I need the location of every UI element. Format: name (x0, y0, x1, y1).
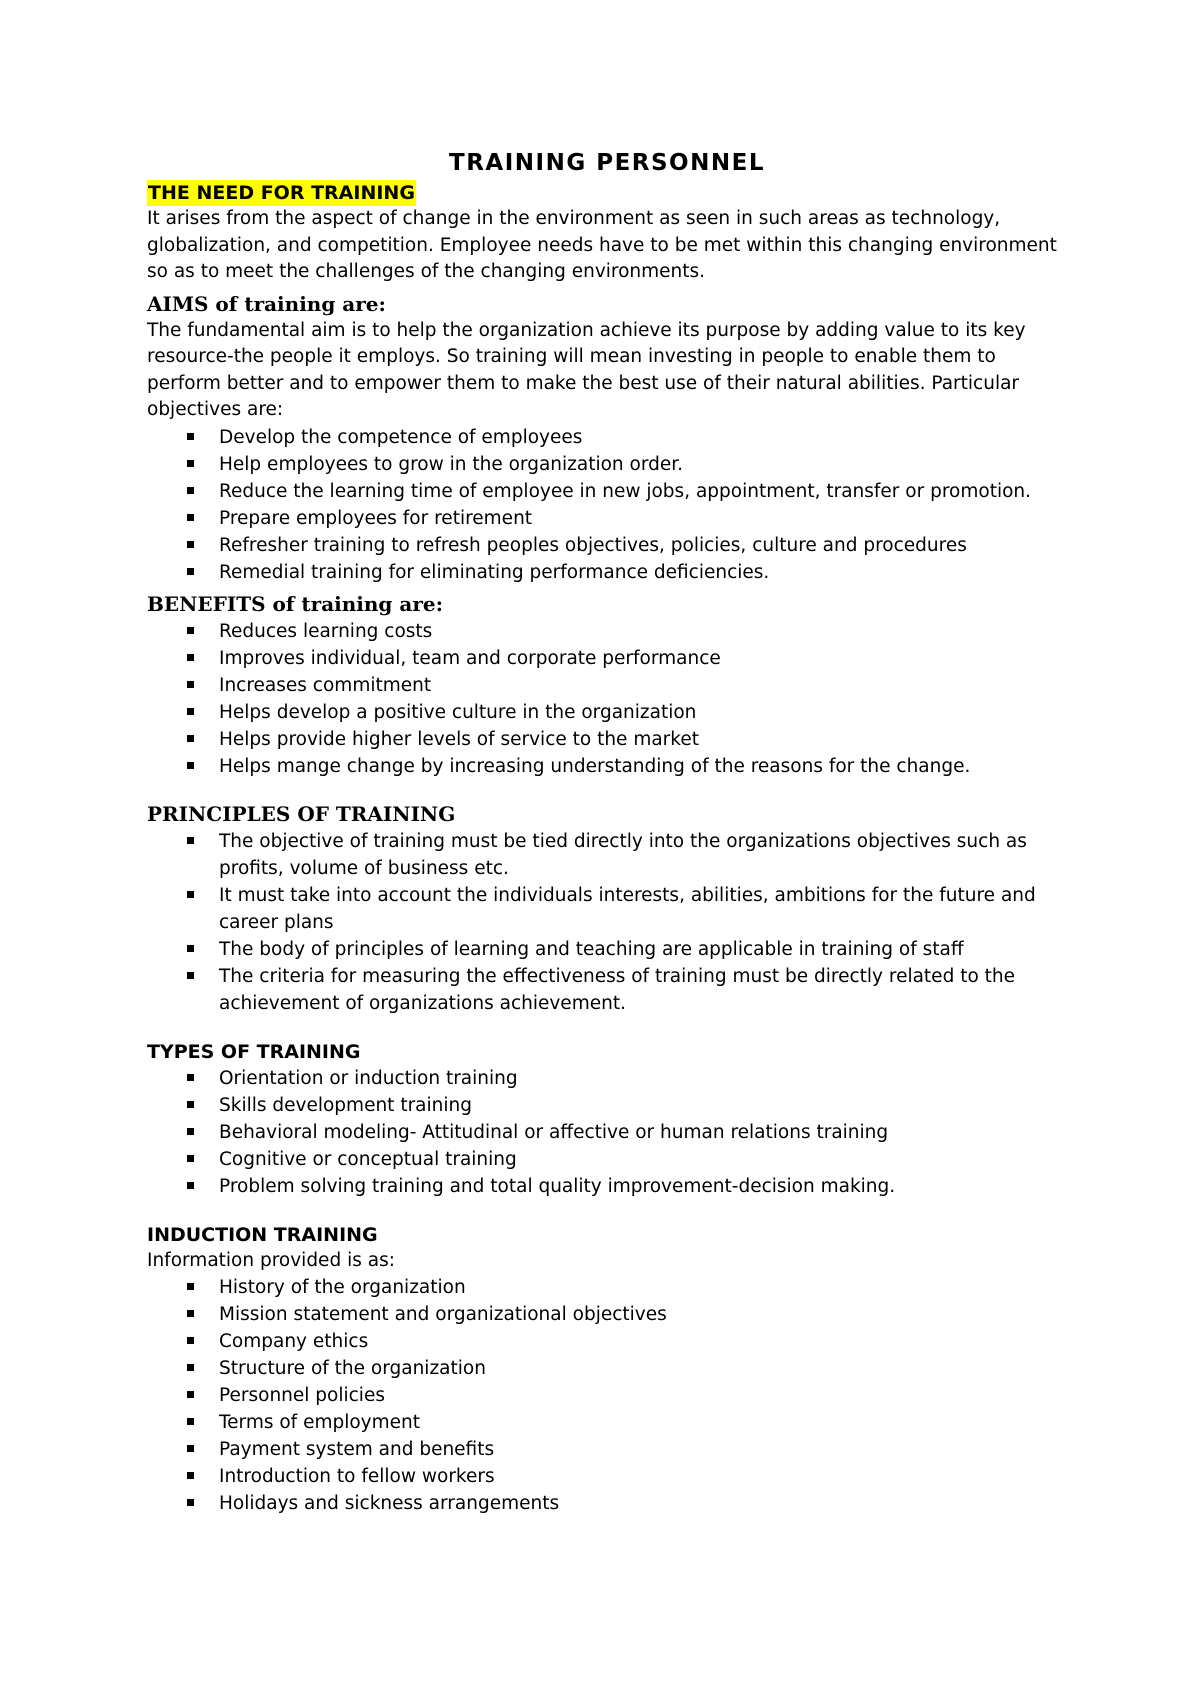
list-item (219, 726, 1067, 753)
square-bullet-icon (187, 1283, 194, 1290)
square-bullet-icon (187, 1472, 194, 1479)
square-bullet-icon (187, 1364, 194, 1371)
list-item-text: Skills development training (219, 1094, 472, 1116)
list-item-text: Develop the competence of employees (219, 426, 583, 448)
list-item (219, 1301, 1067, 1328)
list-item (219, 1328, 1067, 1355)
square-bullet-icon (187, 1182, 194, 1189)
list-item-text: Increases commitment (219, 674, 432, 696)
list-item (219, 532, 1067, 559)
list-item (219, 478, 1067, 505)
square-bullet-icon (187, 972, 194, 979)
square-bullet-icon (187, 681, 194, 688)
induction-heading: INDUCTION TRAINING (147, 1223, 378, 1246)
need-heading-highlight: THE NEED FOR TRAINING (148, 182, 415, 204)
list-item-text: Improves individual, team and corporate performance (219, 647, 721, 669)
list-item-text: Problem solving training and total quality improvement-decision making. (219, 1175, 896, 1197)
list-item-text: Reduce the learning time of employee in new jobs, appointment, transfer or promotion. (219, 480, 1032, 502)
list-item-text: It must take into account the individuals interests, abilities, ambitions for the future and career plans (219, 884, 1036, 933)
list-item (219, 963, 1067, 1017)
square-bullet-icon (187, 1155, 194, 1162)
square-bullet-icon (187, 1128, 194, 1135)
list-item (219, 936, 1067, 963)
square-bullet-icon (187, 708, 194, 715)
square-bullet-icon (187, 514, 194, 521)
aims-list (147, 424, 1067, 586)
list-item-text: Personnel policies (219, 1385, 385, 1406)
square-bullet-icon (187, 735, 194, 742)
square-bullet-icon (187, 891, 194, 898)
list-item-text: Payment system and benefits (219, 1439, 495, 1460)
aims-paragraph: The fundamental aim is to help the organization achieve its purpose by adding value to its key resource-the people it employs. So training will mean investing in people to enable them to perform better and to empower them to make the best use of their natural abilities. Particular objectives are: (147, 319, 1026, 420)
list-item (219, 828, 1067, 882)
principles-heading: PRINCIPLES OF TRAINING (147, 801, 456, 826)
list-item (219, 1146, 1067, 1173)
square-bullet-icon (187, 654, 194, 661)
list-item (219, 559, 1067, 586)
list-item (219, 645, 1067, 672)
principles-list (147, 828, 1067, 1017)
benefits-heading: BENEFITS of training are: (147, 591, 443, 616)
induction-intro: Information provided is as: (147, 1249, 395, 1271)
list-item (219, 753, 1067, 780)
list-item-text: Company ethics (219, 1331, 369, 1352)
square-bullet-icon (187, 487, 194, 494)
square-bullet-icon (187, 1337, 194, 1344)
list-item (219, 1119, 1067, 1146)
list-item (219, 882, 1067, 936)
list-item (219, 505, 1067, 532)
list-item-text: Structure of the organization (219, 1358, 486, 1379)
aims-heading: AIMS of training are: (147, 291, 386, 316)
square-bullet-icon (187, 762, 194, 769)
list-item-text: Prepare employees for retirement (219, 507, 533, 529)
square-bullet-icon (187, 1391, 194, 1398)
list-item (219, 1065, 1067, 1092)
list-item-text: Terms of employment (219, 1412, 421, 1433)
list-item (219, 1463, 1067, 1490)
square-bullet-icon (187, 433, 194, 440)
list-item-text: The criteria for measuring the effectiveness of training must be directly related to the achievement of organizations achievement. (219, 965, 1016, 1014)
list-item (219, 618, 1067, 645)
square-bullet-icon (187, 1074, 194, 1081)
list-item (219, 1490, 1067, 1517)
list-item (219, 451, 1067, 478)
list-item (219, 699, 1067, 726)
list-item-text: Helps provide higher levels of service to the market (219, 728, 699, 750)
list-item-text: Reduces learning costs (219, 620, 433, 642)
list-item (219, 1092, 1067, 1119)
list-item-text: Holidays and sickness arrangements (219, 1493, 560, 1514)
induction-list (147, 1274, 1067, 1517)
types-heading: TYPES OF TRAINING (147, 1040, 361, 1063)
square-bullet-icon (187, 627, 194, 634)
square-bullet-icon (187, 1310, 194, 1317)
list-item-text: History of the organization (219, 1277, 466, 1298)
list-item (219, 1173, 1067, 1200)
list-item (219, 1274, 1067, 1301)
need-heading (147, 180, 1067, 206)
list-item (219, 672, 1067, 699)
list-item (219, 1436, 1067, 1463)
list-item-text: Refresher training to refresh peoples objectives, policies, culture and procedures (219, 534, 967, 556)
list-item-text: Helps develop a positive culture in the organization (219, 701, 697, 723)
square-bullet-icon (187, 1445, 194, 1452)
square-bullet-icon (187, 460, 194, 467)
square-bullet-icon (187, 1418, 194, 1425)
list-item-text: Mission statement and organizational objectives (219, 1304, 667, 1325)
list-item (219, 424, 1067, 451)
benefits-list (147, 618, 1067, 780)
list-item-text: Introduction to fellow workers (219, 1466, 495, 1487)
list-item-text: Behavioral modeling- Attitudinal or affective or human relations training (219, 1121, 889, 1143)
square-bullet-icon (187, 568, 194, 575)
square-bullet-icon (187, 945, 194, 952)
square-bullet-icon (187, 837, 194, 844)
list-item-text: The body of principles of learning and teaching are applicable in training of staff (219, 938, 964, 960)
list-item-text: Orientation or induction training (219, 1067, 518, 1089)
square-bullet-icon (187, 541, 194, 548)
list-item-text: Help employees to grow in the organization order. (219, 453, 684, 475)
types-list (147, 1065, 1067, 1200)
need-paragraph: It arises from the aspect of change in the environment as seen in such areas as technology, globalization, and competition. Employee needs have to be met within this changing environment so as to meet the challenges of the changing environments. (147, 208, 1057, 282)
document-page (147, 148, 1067, 1517)
list-item-text: Cognitive or conceptual training (219, 1148, 517, 1170)
list-item (219, 1355, 1067, 1382)
document-title: TRAINING PERSONNEL (449, 150, 765, 176)
list-item (219, 1409, 1067, 1436)
list-item-text: Remedial training for eliminating performance deficiencies. (219, 561, 770, 583)
square-bullet-icon (187, 1499, 194, 1506)
square-bullet-icon (187, 1101, 194, 1108)
list-item (219, 1382, 1067, 1409)
list-item-text: The objective of training must be tied directly into the organizations objectives such as profits, volume of business etc. (219, 830, 1027, 879)
list-item-text: Helps mange change by increasing understanding of the reasons for the change. (219, 755, 971, 777)
